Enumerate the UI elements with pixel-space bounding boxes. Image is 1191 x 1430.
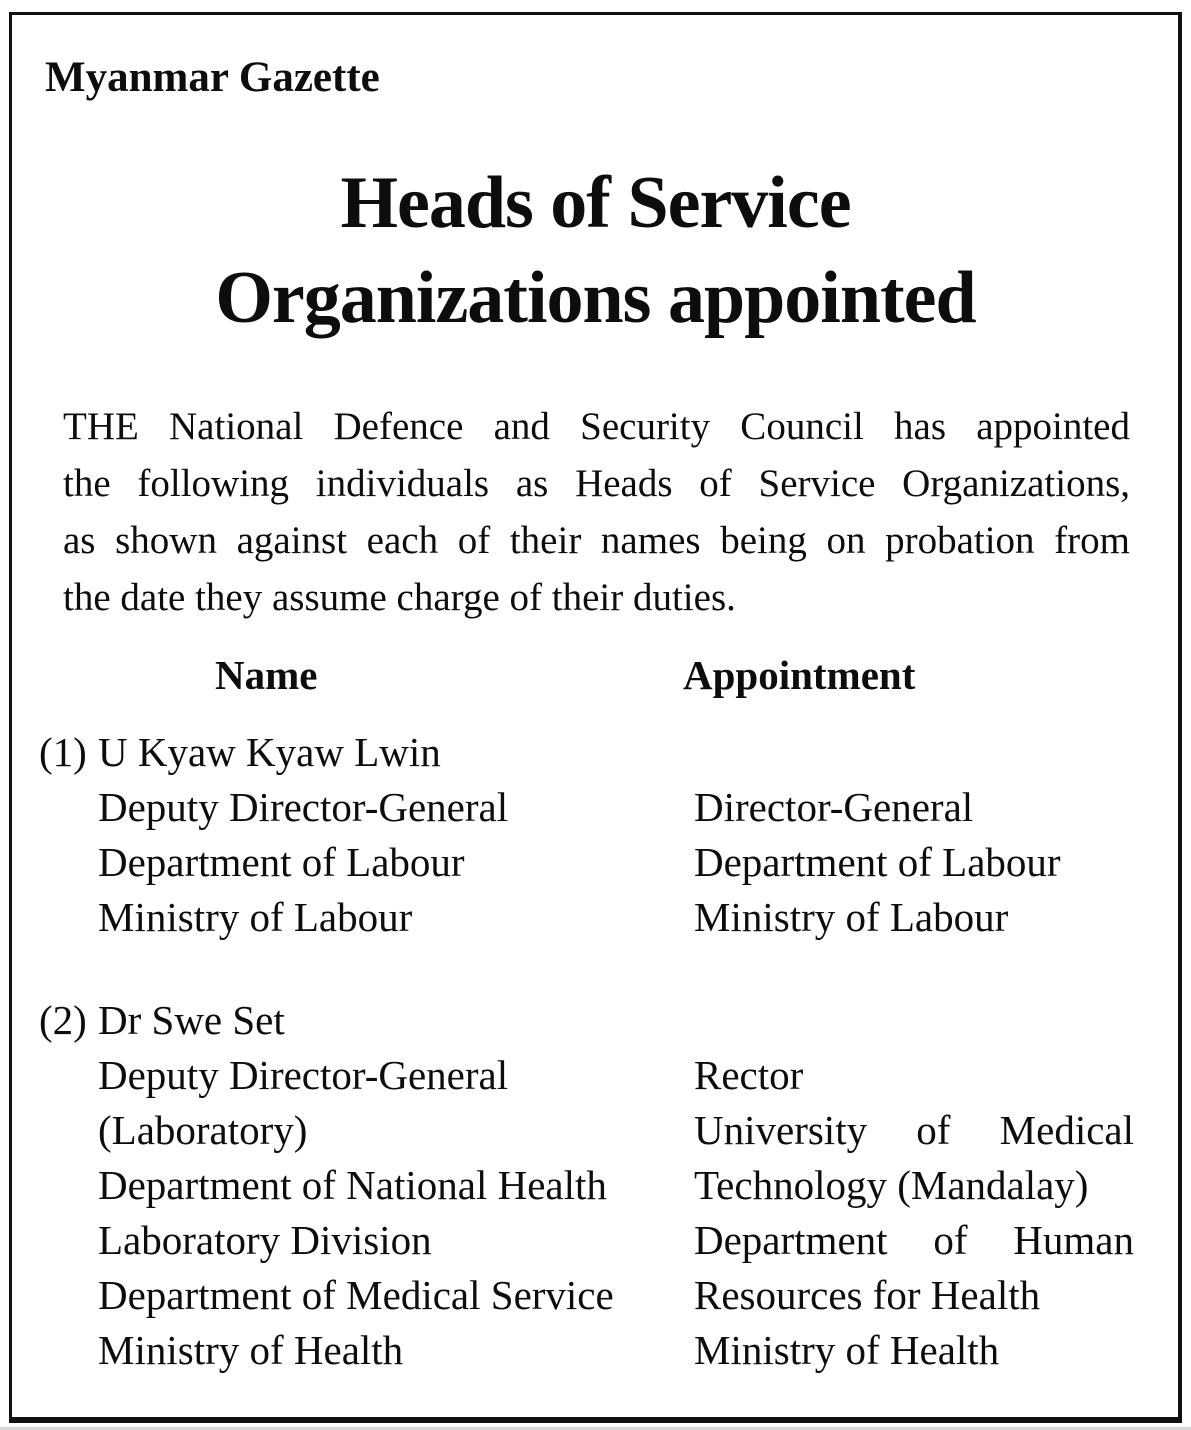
- appointment-row: [39, 890, 1134, 945]
- gazette-masthead: Myanmar Gazette: [45, 54, 380, 101]
- entry-item-2: [39, 993, 1134, 1378]
- position-cell: Deputy Director-General: [98, 784, 509, 830]
- appointment-cell: Ministry of Labour: [694, 894, 1009, 940]
- appointment-cell: Resources for Health: [694, 1272, 1041, 1318]
- appointment-cell: Technology (Mandalay): [694, 1162, 1089, 1208]
- entry-item-1: [39, 725, 1134, 945]
- appointment-cell: Department of Labour: [694, 839, 1061, 885]
- appointment-row: [39, 1268, 1134, 1323]
- appointment-row: [39, 1158, 1134, 1213]
- appointment-cell: Department of Human: [694, 1217, 1134, 1263]
- appointment-cell: Director-General: [694, 784, 974, 830]
- appointment-row: [39, 1048, 1134, 1103]
- entry-number: (1): [39, 729, 87, 775]
- intro-line-4: the date they assume charge of their duties.: [63, 576, 736, 619]
- position-cell: Department of Labour: [98, 839, 465, 885]
- person-name: Dr Swe Set: [98, 997, 285, 1043]
- person-row: [39, 725, 1134, 780]
- position-cell: (Laboratory): [98, 1107, 308, 1153]
- appointments-list: [39, 725, 1134, 1378]
- appointment-column-header: Appointment: [683, 652, 916, 698]
- appointment-cell: University of Medical: [694, 1107, 1134, 1153]
- appointment-cell: Ministry of Health: [694, 1327, 1000, 1373]
- intro-line-3: as shown against each of their names being on probation from: [63, 519, 1130, 562]
- person-row: [39, 993, 1134, 1048]
- position-cell: Department of National Health: [98, 1162, 607, 1208]
- position-cell: Department of Medical Service: [98, 1272, 614, 1318]
- article-title-line-1: Heads of Service: [340, 162, 851, 244]
- person-name: U Kyaw Kyaw Lwin: [98, 729, 441, 775]
- intro-line-1: THE National Defence and Security Council has appointed: [63, 405, 1130, 448]
- appointment-row: [39, 1103, 1134, 1158]
- article-title: [0, 156, 1191, 346]
- appointment-cell: Rector: [694, 1052, 804, 1098]
- article-title-line-2: Organizations appointed: [215, 257, 976, 339]
- appointment-row: [39, 835, 1134, 890]
- entry-number: (2): [39, 997, 87, 1043]
- column-headers-row: [0, 648, 1191, 703]
- intro-paragraph: [63, 398, 1130, 626]
- position-cell: Ministry of Health: [98, 1327, 404, 1373]
- appointment-row: [39, 1323, 1134, 1378]
- name-column-header: Name: [215, 652, 318, 698]
- position-cell: Ministry of Labour: [98, 894, 413, 940]
- intro-line-2: the following individuals as Heads of Service Organizations,: [63, 462, 1130, 505]
- position-cell: Deputy Director-General: [98, 1052, 509, 1098]
- appointment-row: [39, 780, 1134, 835]
- appointment-row: [39, 1213, 1134, 1268]
- position-cell: Laboratory Division: [98, 1217, 432, 1263]
